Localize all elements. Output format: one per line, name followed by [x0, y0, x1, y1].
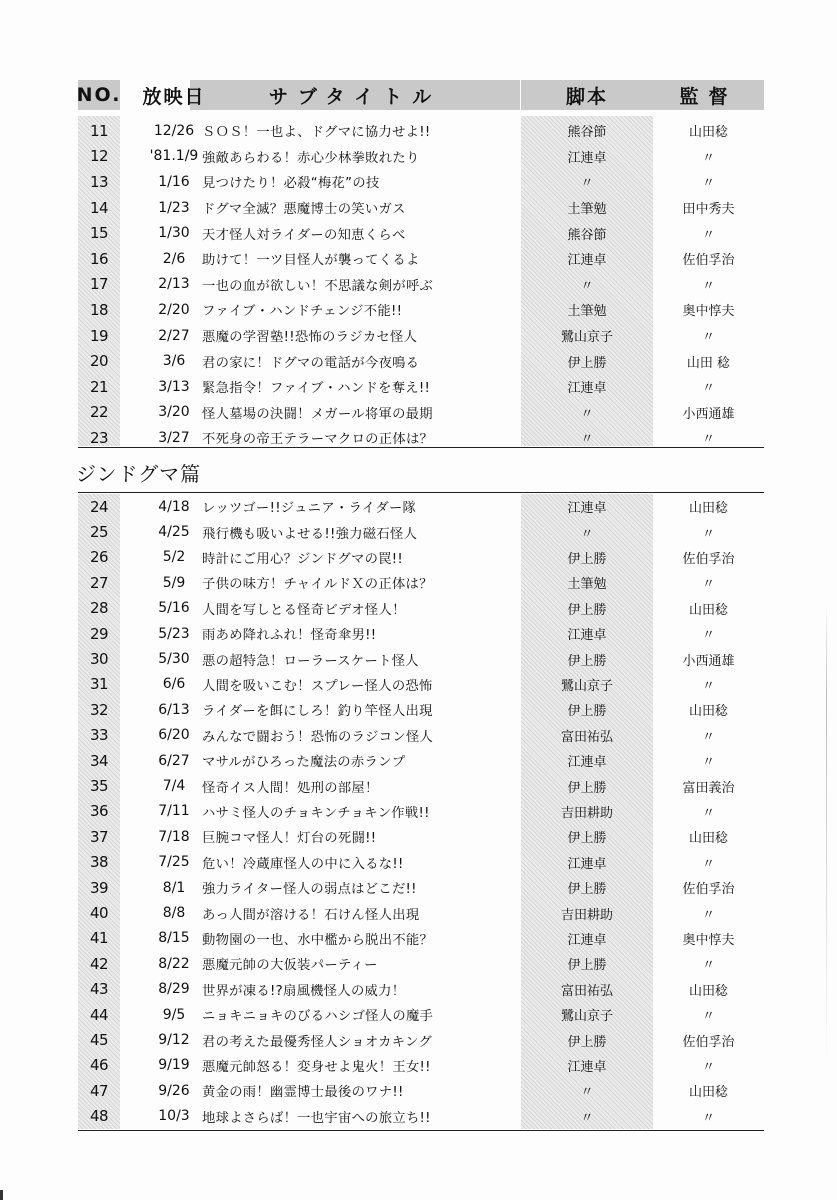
air-date: 5/9	[162, 574, 186, 591]
table-row	[78, 621, 764, 646]
writer-name: 〃	[580, 1110, 594, 1126]
air-date: 8/15	[158, 930, 190, 947]
writer-name: 伊上勝	[567, 831, 607, 847]
episode-number: 24	[89, 497, 109, 516]
episode-number: 40	[89, 904, 109, 923]
episode-number: 43	[89, 980, 109, 999]
episode-number: 35	[89, 777, 109, 796]
air-date: 1/30	[158, 225, 190, 242]
air-date: 5/16	[158, 600, 190, 617]
director-name: 〃	[701, 1110, 715, 1126]
table-row	[78, 246, 764, 272]
episode-number: 42	[89, 954, 109, 973]
director-name: 山田稔	[688, 704, 728, 720]
air-date: '81.1/9	[149, 148, 199, 165]
table-row	[78, 118, 764, 144]
table-row	[78, 596, 764, 621]
episode-subtitle: 世界が凍る!?扇風機怪人の威力！	[202, 983, 406, 999]
episode-number: 23	[89, 428, 109, 447]
episode-subtitle: ＳＯＳ！一也よ、ドグマに協力せよ!!	[202, 125, 431, 141]
episode-subtitle: 怪人墓場の決闘！メガール将軍の最期	[202, 406, 433, 422]
header-director: 監督	[679, 85, 738, 108]
episode-number: 45	[89, 1031, 109, 1050]
block2-top-rule	[78, 492, 764, 493]
air-date: 10/3	[158, 1108, 190, 1125]
air-date: 4/18	[158, 498, 190, 515]
director-name: 〃	[701, 856, 715, 872]
episode-number: 16	[89, 249, 109, 268]
air-date: 6/27	[158, 752, 190, 769]
table-row	[78, 1104, 764, 1129]
writer-name: 土筆勉	[567, 304, 607, 320]
episode-subtitle: 不死身の帝王テラーマクロの正体は？	[202, 432, 434, 448]
writer-name: 〃	[580, 406, 594, 422]
director-name: 田中秀夫	[682, 202, 735, 218]
air-date: 9/19	[158, 1057, 190, 1074]
air-date: 7/11	[158, 803, 190, 820]
table-row	[78, 850, 764, 875]
director-name: 奥中惇夫	[682, 304, 735, 320]
table-row	[78, 1027, 764, 1052]
table-row	[78, 195, 764, 221]
episode-subtitle: ライダーを餌にしろ！釣り竿怪人出現	[202, 704, 433, 720]
writer-name: 熊谷節	[567, 227, 607, 243]
director-name: 〃	[701, 755, 715, 771]
episode-subtitle: 巨腕コマ怪人！灯台の死闘!!	[202, 831, 377, 847]
episode-number: 30	[89, 650, 109, 669]
air-date: 6/6	[162, 676, 186, 693]
air-date: 12/26	[153, 122, 195, 139]
corner-mark	[0, 1190, 3, 1200]
table-row	[78, 374, 764, 400]
director-name: 山田稔	[688, 1085, 728, 1101]
episode-subtitle: 悪魔元帥の大仮装パーティー	[202, 958, 378, 974]
director-name: 〃	[701, 176, 715, 192]
director-name: 山田稔	[688, 602, 728, 618]
writer-name: 江連卓	[567, 628, 607, 644]
writer-name: 伊上勝	[567, 653, 607, 669]
episode-number: 41	[89, 929, 109, 948]
air-date: 3/6	[162, 353, 186, 370]
director-name: 〃	[701, 381, 715, 397]
writer-name: 鷺山京子	[560, 678, 613, 694]
episode-subtitle: 一也の血が欲しい！不思議な剣が呼ぶ	[202, 278, 434, 294]
air-date: 5/2	[162, 549, 186, 566]
table-row	[78, 1078, 764, 1103]
episode-number: 12	[89, 147, 109, 166]
table-row	[78, 220, 764, 246]
writer-name: 土筆勉	[567, 577, 607, 593]
director-name: 〃	[701, 577, 715, 593]
director-name: 小西通雄	[682, 406, 735, 422]
table-row	[78, 1002, 764, 1027]
director-name: 〃	[701, 729, 715, 745]
writer-name: 〃	[580, 1085, 594, 1101]
episode-number: 31	[89, 675, 109, 694]
header-no: NO.	[76, 84, 122, 106]
episode-number: 34	[89, 751, 109, 770]
episode-subtitle: ハサミ怪人のチョキンチョキン作戦!!	[202, 805, 430, 821]
episode-number: 21	[89, 377, 109, 396]
director-name: 佐伯孚治	[682, 253, 735, 269]
episode-subtitle: みんなで闘おう！恐怖のラジコン怪人	[202, 729, 434, 745]
writer-name: 伊上勝	[567, 551, 607, 567]
air-date: 7/18	[158, 828, 190, 845]
air-date: 3/27	[158, 429, 190, 446]
air-date: 8/8	[162, 905, 186, 922]
episode-subtitle: 見つけたり！必殺“梅花”の技	[202, 176, 380, 192]
director-name: 佐伯孚治	[682, 551, 735, 567]
episode-subtitle: 怪奇イス人間！処刑の部屋！	[202, 780, 379, 796]
director-name: 山田稔	[688, 831, 728, 847]
air-date: 8/1	[162, 879, 186, 896]
writer-name: 伊上勝	[567, 882, 607, 898]
director-name: 〃	[701, 958, 715, 974]
table-row	[78, 977, 764, 1002]
table-row	[78, 144, 764, 170]
table-row	[78, 348, 764, 374]
episode-subtitle: 人間を吸いこむ！スプレー怪人の恐怖	[202, 678, 433, 694]
director-name: 〃	[701, 227, 715, 243]
episode-subtitle: 助けて！一ツ目怪人が襲ってくるよ	[202, 253, 420, 269]
director-name: 〃	[701, 432, 715, 448]
air-date: 3/20	[158, 404, 190, 421]
air-date: 9/12	[158, 1032, 190, 1049]
page-edge-shadow	[826, 600, 827, 1080]
writer-name: 伊上勝	[567, 780, 607, 796]
director-name: 〃	[701, 1009, 715, 1025]
writer-name: 鷺山京子	[560, 330, 613, 346]
episode-number: 17	[89, 275, 109, 294]
table-row	[78, 425, 764, 451]
table-row	[78, 545, 764, 570]
table-row	[78, 697, 764, 722]
episode-number: 28	[89, 599, 109, 618]
episode-number: 47	[89, 1081, 109, 1100]
writer-name: 江連卓	[567, 856, 607, 872]
episode-number: 33	[89, 726, 109, 745]
episode-number: 37	[89, 827, 109, 846]
episode-subtitle: 悪魔の学習塾!!恐怖のラジカセ怪人	[202, 330, 418, 346]
episode-subtitle: 時計にご用心？ジンドグマの罠!!	[202, 551, 404, 567]
episode-subtitle: 黄金の雨！幽霊博士最後のワナ!!	[202, 1085, 404, 1101]
table-row	[78, 323, 764, 349]
air-date: 2/20	[158, 301, 190, 318]
header-date: 放映日	[142, 85, 206, 108]
director-name: 富田義治	[682, 780, 735, 796]
episode-number: 48	[89, 1107, 109, 1126]
episode-subtitle: 危い！冷蔵庫怪人の中に入るな!!	[202, 856, 404, 872]
episode-subtitle: ファイブ・ハンドチェンジ不能!!	[202, 304, 403, 320]
writer-name: 富田祐弘	[560, 729, 613, 745]
director-name: 山田稔	[688, 501, 728, 517]
air-date: 6/13	[158, 701, 190, 718]
table-row	[78, 646, 764, 671]
director-name: 〃	[701, 1059, 715, 1075]
episode-subtitle: 強力ライター怪人の弱点はどこだ!!	[202, 882, 417, 898]
episode-subtitle: ドグマ全滅？悪魔博士の笑いガス	[202, 202, 406, 218]
director-name: 〃	[701, 150, 715, 166]
writer-name: 〃	[580, 432, 594, 448]
air-date: 6/20	[158, 727, 190, 744]
writer-name: 鷺山京子	[560, 1009, 613, 1025]
table-row	[78, 799, 764, 824]
director-name: 小西通雄	[682, 653, 735, 669]
writer-name: 江連卓	[567, 150, 607, 166]
table-row	[78, 400, 764, 426]
episode-number: 15	[89, 224, 109, 243]
episode-subtitle: 悪魔元帥怒る！変身せよ鬼火！王女!!	[202, 1059, 431, 1075]
table-row	[78, 748, 764, 773]
episode-subtitle: あっ人間が溶ける！石けん怪人出現	[202, 907, 420, 923]
episode-subtitle: 雨あめ降れふれ！怪奇傘男!!	[202, 628, 377, 644]
writer-name: 〃	[580, 176, 594, 192]
air-date: 2/13	[158, 276, 190, 293]
air-date: 3/13	[158, 378, 190, 395]
table-row	[78, 570, 764, 595]
writer-name: 江連卓	[567, 1059, 607, 1075]
episode-number: 46	[89, 1056, 109, 1075]
air-date: 8/22	[158, 955, 190, 972]
writer-name: 江連卓	[567, 381, 607, 397]
writer-name: 吉田耕助	[560, 907, 613, 923]
director-name: 佐伯孚治	[682, 882, 735, 898]
director-name: 〃	[701, 526, 715, 542]
episode-subtitle: 悪の超特急！ローラースケート怪人	[202, 653, 419, 669]
header-writer: 脚本	[565, 85, 608, 108]
table-row	[78, 272, 764, 298]
episode-subtitle: 天才怪人対ライダーの知恵くらべ	[202, 227, 406, 243]
writer-name: 江連卓	[567, 501, 607, 517]
writer-name: 〃	[580, 526, 594, 542]
writer-name: 伊上勝	[567, 355, 607, 371]
director-name: 〃	[701, 678, 715, 694]
writer-name: 伊上勝	[567, 602, 607, 618]
writer-name: 富田祐弘	[560, 983, 613, 999]
director-name: 佐伯孚治	[682, 1034, 735, 1050]
episode-subtitle: ニョキニョキのびるハシゴ怪人の魔手	[202, 1009, 434, 1025]
table-row	[78, 824, 764, 849]
episode-number: 32	[89, 700, 109, 719]
episode-number: 13	[89, 172, 109, 191]
table-row	[78, 1053, 764, 1078]
air-date: 9/5	[162, 1006, 186, 1023]
air-date: 5/30	[158, 651, 190, 668]
episode-number: 19	[89, 326, 109, 345]
writer-name: 江連卓	[567, 253, 607, 269]
header-title: サブタイトル	[268, 85, 442, 108]
table-row	[78, 926, 764, 951]
writer-name: 江連卓	[567, 932, 607, 948]
writer-name: 伊上勝	[567, 958, 607, 974]
director-name: 〃	[701, 278, 715, 294]
air-date: 5/23	[158, 625, 190, 642]
air-date: 2/27	[158, 327, 190, 344]
air-date: 1/23	[158, 199, 190, 216]
table-row	[78, 773, 764, 798]
episode-subtitle: 君の家に！ドグマの電話が今夜鳴る	[202, 355, 420, 371]
air-date: 9/26	[158, 1082, 190, 1099]
director-name: 〃	[701, 628, 715, 644]
episode-subtitle: 子供の味方！チャイルドＸの正体は？	[202, 577, 433, 593]
section-heading: ジンドグマ篇	[76, 462, 202, 486]
block2-bottom-rule	[78, 1130, 764, 1131]
writer-name: 吉田耕助	[560, 805, 613, 821]
director-name: 山田 稔	[686, 355, 731, 371]
air-date: 2/6	[162, 250, 186, 267]
episode-subtitle: 動物園の一也、水中檻から脱出不能？	[202, 932, 434, 948]
table-row	[78, 519, 764, 544]
director-name: 山田稔	[688, 125, 728, 141]
table-row	[78, 297, 764, 323]
air-date: 1/16	[158, 173, 190, 190]
episode-number: 27	[89, 573, 109, 592]
director-name: 奥中惇夫	[682, 932, 735, 948]
table-row	[78, 875, 764, 900]
table-row	[78, 494, 764, 519]
episode-subtitle: 飛行機も吸いよせる!!強力磁石怪人	[202, 526, 418, 542]
episode-number: 38	[89, 853, 109, 872]
episode-number: 18	[89, 300, 109, 319]
episode-number: 29	[89, 624, 109, 643]
table-row	[78, 169, 764, 195]
episode-number: 14	[89, 198, 109, 217]
air-date: 7/25	[158, 854, 190, 871]
episode-number: 11	[89, 121, 109, 140]
writer-name: 土筆勉	[567, 202, 607, 218]
air-date: 4/25	[158, 524, 190, 541]
director-name: 山田稔	[688, 983, 728, 999]
episode-number: 20	[89, 352, 109, 371]
writer-name: 熊谷節	[567, 125, 607, 141]
writer-name: 江連卓	[567, 755, 607, 771]
episode-number: 26	[89, 548, 109, 567]
table-row	[78, 723, 764, 748]
episode-subtitle: 君の考えた最優秀怪人ショオカキング	[202, 1034, 433, 1050]
director-name: 〃	[701, 330, 715, 346]
table-row	[78, 672, 764, 697]
episode-number: 36	[89, 802, 109, 821]
writer-name: 〃	[580, 278, 594, 294]
table-row	[78, 900, 764, 925]
episode-subtitle: 人間を写しとる怪奇ビデオ怪人！	[202, 602, 406, 618]
director-name: 〃	[701, 907, 715, 923]
writer-name: 伊上勝	[567, 1034, 607, 1050]
air-date: 7/4	[162, 778, 186, 795]
writer-name: 伊上勝	[567, 704, 607, 720]
episode-subtitle: マサルがひろった魔法の赤ランプ	[202, 755, 406, 771]
episode-number: 39	[89, 878, 109, 897]
episode-number: 25	[89, 523, 109, 542]
episode-number: 44	[89, 1005, 109, 1024]
episode-subtitle: 地球よさらば！一也宇宙への旅立ち!!	[202, 1110, 431, 1126]
air-date: 8/29	[158, 981, 190, 998]
episode-subtitle: 強敵あらわる！赤心少林拳敗れたり	[202, 150, 420, 166]
director-name: 〃	[701, 805, 715, 821]
episode-subtitle: レッツゴー!!ジュニア・ライダー隊	[202, 501, 417, 517]
episode-number: 22	[89, 403, 109, 422]
table-header	[78, 80, 764, 110]
table-row	[78, 951, 764, 976]
episode-subtitle: 緊急指令！ファイブ・ハンドを奪え!!	[202, 381, 431, 397]
